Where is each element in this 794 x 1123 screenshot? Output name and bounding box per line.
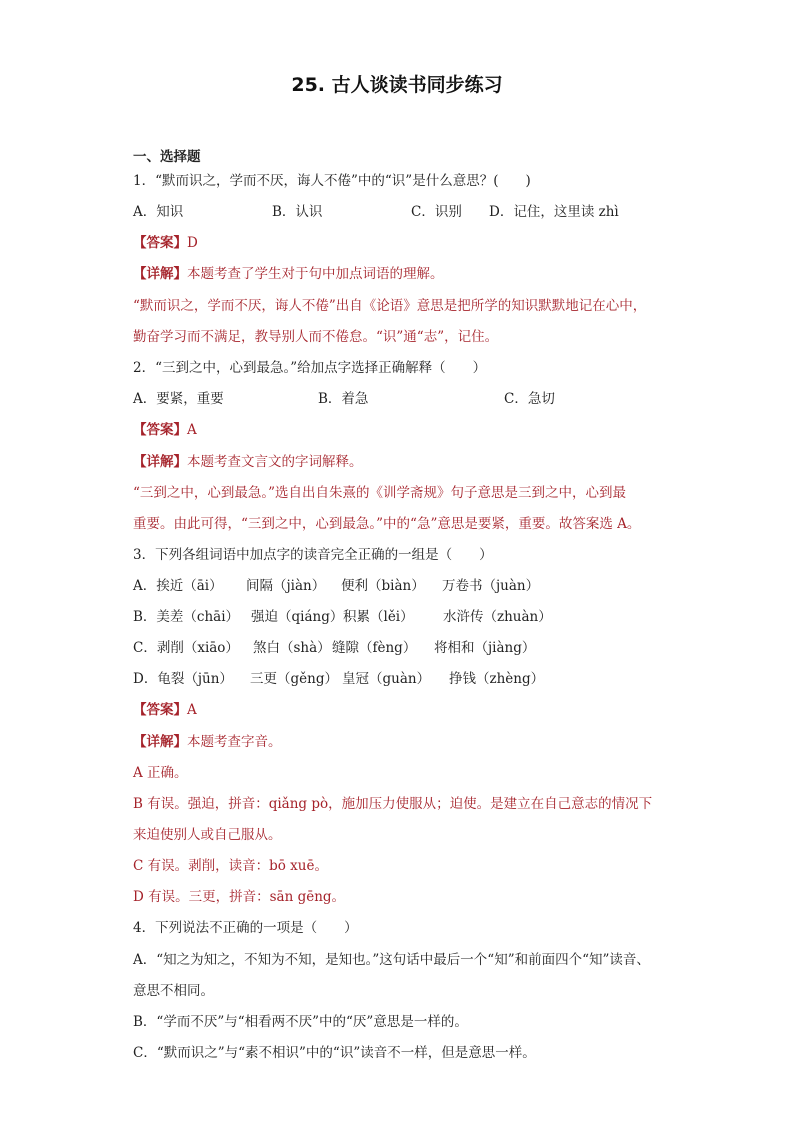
q3-answer-value: A [187,702,197,718]
q3-option-row-a [133,576,539,596]
q3-detail [133,732,282,752]
q1-explain-line: “默而识之，学而不厌，诲人不倦”出自《论语》意思是把所学的知识默默地记在心中， [133,298,647,314]
q3-option-cell: 缝隙（fèng） [332,640,417,656]
q4-option-line: 意思不相同。 [133,983,214,999]
q2-detail-text: 本题考查文言文的字词解释。 [187,454,363,470]
q3-option-cell: A．挨近（āi） [133,578,223,594]
q3-explain-line: D 有误。三更，拼音：sān gēng。 [133,889,346,905]
q2-stem: 2．“三到之中，心到最急。”给加点字选择正确解释（ ） [133,360,487,376]
q2-answer [133,420,197,440]
q1-option-d: D．记住，这里读 zhì [489,204,619,220]
q1-option-a: A．知识 [133,204,184,220]
q3-option-cell: B．美差（chāi） [133,609,240,625]
page-title: 25. 古人谈读书同步练习 [291,74,503,96]
q1-detail-text: 本题考查了学生对于句中加点词语的理解。 [187,266,444,282]
q3-option-row-d [133,669,544,689]
detail-tag: 【详解】 [133,266,187,282]
q3-explain-line: A 正确。 [133,765,188,781]
q1-option-c: C．识别 [411,204,462,220]
detail-tag: 【详解】 [133,454,187,470]
q3-stem: 3．下列各组词语中加点字的读音完全正确的一组是（ ） [133,547,493,563]
answer-tag: 【答案】 [133,235,187,251]
q3-option-cell: 间隔（jiàn） [246,578,326,594]
q3-option-cell: 挣钱（zhèng） [449,671,545,687]
q2-explain-line: 重要。由此可得，“三到之中，心到最急。”中的“急”意思是要紧，重要。故答案选 A。 [133,516,641,532]
q1-answer [133,233,198,253]
q3-option-cell: 强迫（qiáng） [251,609,344,625]
q3-option-cell: 便利（biàn） [341,578,425,594]
q3-option-cell: D．龟裂（jūn） [133,671,233,687]
q2-explain-line: “三到之中，心到最急。”选自出自朱熹的《训学斋规》句子意思是三到之中，心到最 [133,485,627,501]
q3-option-cell: C．剥削（xiāo） [133,640,239,656]
q2-option-a: A．要紧，重要 [133,391,224,407]
q3-explain-line: B 有误。强迫，拼音：qiǎng pò，施加压力使服从；迫使。是建立在自己意志的情况下 [133,796,653,812]
q3-option-cell: 将相和（jiàng） [434,640,536,656]
q3-explain-line: C 有误。剥削，读音：bō xuē。 [133,858,328,874]
q3-option-cell: 煞白（shà） [253,640,331,656]
q2-answer-value: A [187,422,197,438]
q1-stem: 1．“默而识之，学而不厌，诲人不倦”中的“识”是什么意思？( ) [133,173,531,189]
q3-option-cell: 积累（lěi） [343,609,414,625]
answer-tag: 【答案】 [133,422,187,438]
q4-stem: 4．下列说法不正确的一项是（ ） [133,920,358,936]
q1-option-b: B．认识 [272,204,323,220]
q3-option-cell: 万卷书（juàn） [442,578,540,594]
q3-option-cell: 皇冠（guàn） [342,671,431,687]
section-heading: 一、选择题 [133,149,201,165]
q3-answer [133,700,197,720]
q4-option-line: A．“知之为知之，不知为不知，是知也。”这句话中最后一个“知”和前面四个“知”读音、 [133,952,650,968]
q1-explain-line: 勤奋学习而不满足，教导别人而不倦怠。“识”通“志”，记住。 [133,329,499,345]
q1-answer-value: D [187,235,198,251]
q4-option-line: B．“学而不厌”与“相看两不厌”中的“厌”意思是一样的。 [133,1014,468,1030]
detail-tag: 【详解】 [133,734,187,750]
q3-detail-text: 本题考查字音。 [187,734,282,750]
q3-option-row-c [133,638,535,658]
q1-detail [133,264,444,284]
q4-option-line: C．“默而识之”与“素不相识”中的“识”读音不一样，但是意思一样。 [133,1045,536,1061]
q2-options [133,389,555,409]
q2-option-c: C．急切 [504,391,555,407]
q3-option-row-b [133,607,552,627]
q2-option-b: B．着急 [318,391,369,407]
answer-tag: 【答案】 [133,702,187,718]
q3-explain-line: 来迫使别人或自己服从。 [133,827,282,843]
q1-options [133,202,619,222]
q3-option-cell: 水浒传（zhuàn） [443,609,552,625]
q2-detail [133,452,363,472]
q3-option-cell: 三更（gěng） [250,671,338,687]
